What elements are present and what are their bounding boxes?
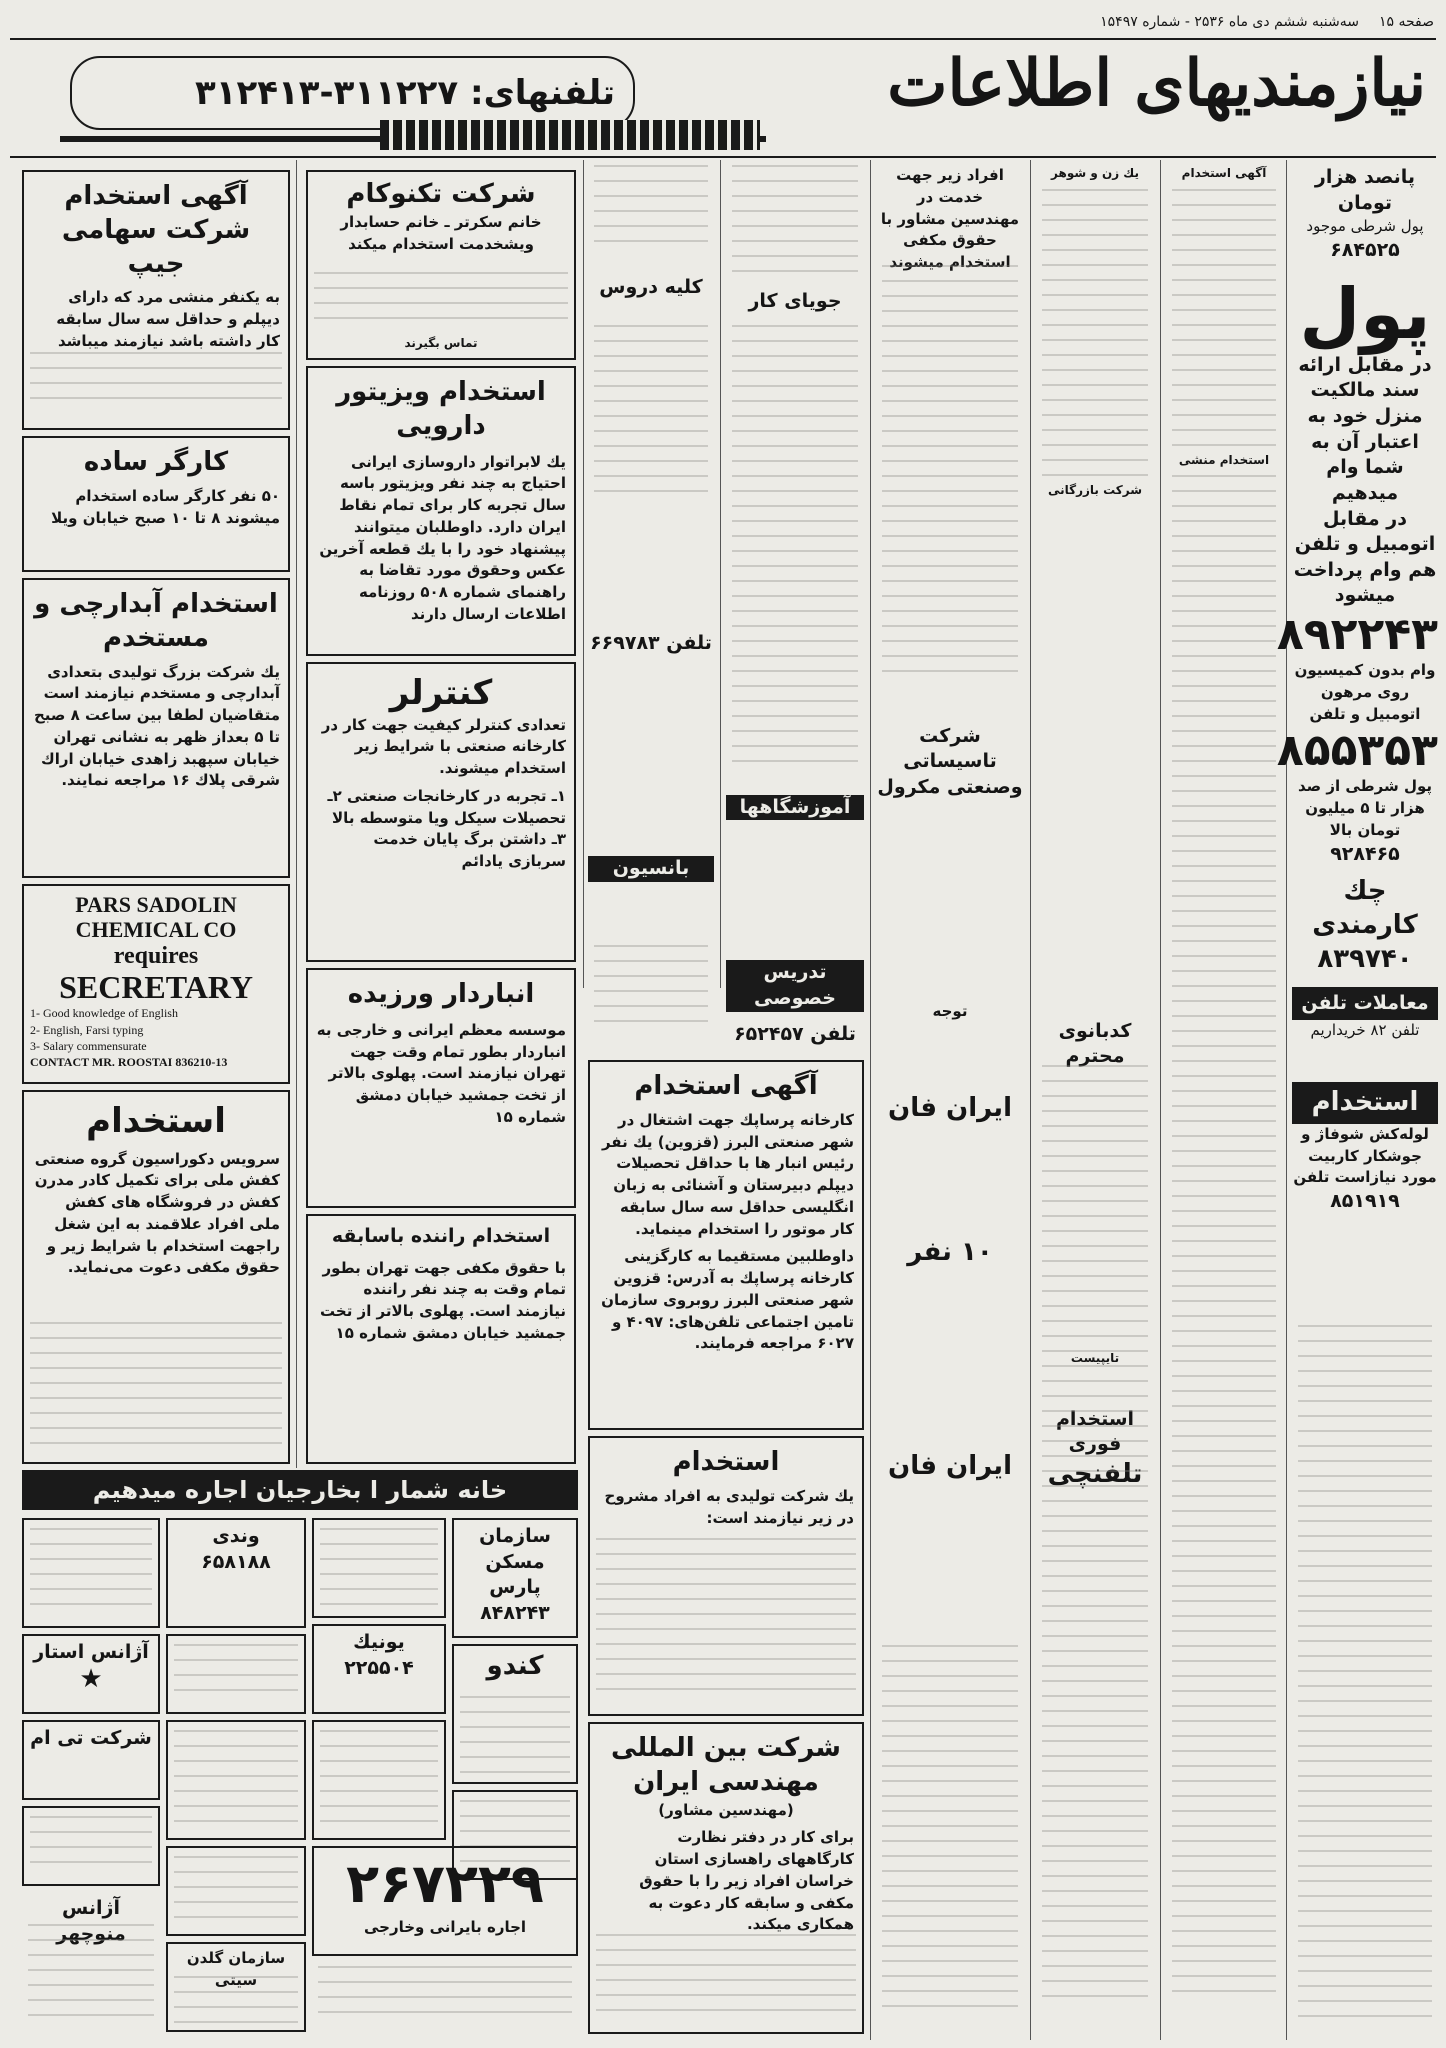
ad-title: شرکت بازرگانی xyxy=(1047,482,1143,497)
ad-body: با حقوق مکفی جهت تهران بطور تمام وقت به چند نفر راننده نیازمند است. پهلوی بالاتر از تخت جمشید خیابان دمشق شماره ۱۵ xyxy=(320,1258,566,1342)
ad-title: پانصد هزار تومان xyxy=(1314,166,1416,214)
ad-title: انباردار ورزیده xyxy=(347,979,535,1009)
money-heading: پول xyxy=(1299,272,1431,355)
ad-title: توجه xyxy=(932,1001,968,1020)
ad-shoe-company xyxy=(22,1090,290,1464)
ad-maskan-pars xyxy=(452,1518,578,1638)
ad-body: برای کار در دفتر نظارت کارگاههای راهسازی استان خراسان افراد زیر را با حقوق مکفی و سابقه کار دعوت به همکاری میکند. xyxy=(639,1828,854,1934)
ad-star xyxy=(22,1634,160,1714)
ad-requires: requires xyxy=(113,942,199,969)
column-1 xyxy=(1276,165,1438,2035)
ad-list: ۱ـ تجربه در کارخانجات صنعتی ۲ـ تحصیلات سیکل ویا متوسطه بالا ۳ـ داشتن برگ پایان خدمت سربازی یادائم xyxy=(327,786,566,870)
ad-company-line2: CHEMICAL CO xyxy=(75,917,237,943)
ad-small-6 xyxy=(166,1846,306,1936)
ad-title: آگهی استخدام xyxy=(1181,166,1267,180)
ad-technocom xyxy=(306,170,576,360)
ad-title: شرکت تاسیساتی وصنعتی مکرول xyxy=(877,724,1023,799)
ad-title: شرکت تکنوکام xyxy=(346,179,536,209)
ad-title: شرکت بین المللی مهندسی ایران xyxy=(611,1733,841,1797)
ad-title: آگهی استخدام xyxy=(634,1071,818,1101)
ad-phone: ۲۶۷۲۲۹ xyxy=(346,1852,544,1915)
ad-intl-eng xyxy=(588,1722,864,2034)
ad-small-7 xyxy=(312,1962,578,2032)
ad-abdarchi xyxy=(22,578,290,878)
ad-phone: تلفن ۶۵۲۴۵۷ xyxy=(734,1022,856,1045)
ad-company: شرکت سهامی جیپ xyxy=(61,214,251,279)
header-bar xyxy=(12,14,1434,36)
ad-title: استخدام میشوند xyxy=(889,253,1011,271)
ad-footer: تماس بگیرند xyxy=(404,336,478,351)
emblem-icon xyxy=(380,120,760,150)
ad-title: استخدام فوری xyxy=(1055,1407,1135,1456)
ad-title: استخدام منشی xyxy=(1178,452,1270,467)
ad-visitor xyxy=(306,366,576,656)
phones-label: تلفنهای: xyxy=(470,73,615,113)
ad-agency-1 xyxy=(22,1518,160,1628)
ad-title: استخدام راننده باسابقه xyxy=(331,1225,551,1247)
ad-title: جویای کار xyxy=(748,290,842,312)
ad-title: یك زن و شوهر xyxy=(1051,166,1139,180)
ad-body: در مقابل اتومبیل و تلفن هم وام پرداخت میشود xyxy=(1293,507,1437,607)
ad-phone: ۹۲۸۴۶۵ xyxy=(1330,842,1400,865)
ad-small-1 xyxy=(312,1518,446,1618)
ad-phone: ۶۸۴۵۲۵ xyxy=(1330,239,1400,262)
ad-body: داوطلبین مستقیما به کارگزینی کارخانه پرساپك به آدرس: قزوین شهر صنعتی البرز روبروی سازمان تامین اجتماعی تلفن‌های: ۴۰۹۷ و ۶۰۲۷ مراجعه فرمایند. xyxy=(601,1247,854,1353)
ad-driver xyxy=(306,1214,576,1464)
ad-body: تعدادی کنترلر کیفیت جهت کار در کارخانه صنعتی با شرایط زیر استخدام میشوند. xyxy=(321,715,566,777)
ad-body: یك لابراتوار داروسازی ایرانی احتیاج به چند نفر ویزیتور باسه سال تجربه کار برای تمام نقاط ایران دارد. داوطلبان میتوانند پیشنهاد خود را با یك قطعه آخرین عکس وحقوق مورد تقاضا به راهنمای شماره ۵۰۸ روزنامه اطلاعات ارسال دارند xyxy=(319,452,566,623)
ad-title: کارگر ساده xyxy=(83,447,229,477)
rentals-banner: خانه شمار ا بخارجیان اجاره میدهیم xyxy=(22,1470,578,1510)
ad-title: آگهی استخدام xyxy=(64,181,248,211)
ad-persapak xyxy=(588,1060,864,1430)
ad-body: به یکنفر منشی مرد که دارای دیپلم و حداقل سه سال سابقه کار داشته باشد نیازمند میباشد xyxy=(56,288,280,350)
ad-phone: ۶۵۸۱۸۸ xyxy=(201,1550,271,1573)
section-banner: استخدام xyxy=(1292,1082,1438,1124)
ad-title: ایران فان xyxy=(888,1451,1012,1482)
ad-vandi xyxy=(166,1518,306,1628)
ad-title: آژانس منوچهر xyxy=(56,1897,126,1945)
section-banner: آموزشگاهها xyxy=(726,795,864,821)
ad-phone: تلفن ۶۶۹۷۸۳ xyxy=(590,631,712,654)
star-icon: ★ xyxy=(79,1663,103,1694)
ad-phone: ۸۹۲۲۴۳ xyxy=(1276,609,1438,661)
ad-title: تایپیست xyxy=(1070,1350,1120,1365)
column-2 xyxy=(1166,165,1282,2035)
ad-manouchehr xyxy=(22,1892,160,2032)
ad-phone: ۸۳۹۷۴۰ xyxy=(1317,943,1413,974)
ad-body: یك شرکت بزرگ تولیدی بتعدادی آبدارچی و مستخدم نیازمند است متقاضیان لطفا بین ساعت ۸ صبح تا ۵ بعداز ظهر به نشانی تهران خیابان سپهبد زاهدی خیابان اراك شرقی پلاك ۱۶ مراجعه نمایند. xyxy=(33,662,280,790)
ad-small-5 xyxy=(22,1806,160,1886)
ad-title: کلیه دروس xyxy=(599,276,703,298)
column-4 xyxy=(876,165,1024,2035)
ad-body: لوله‌کش شوفاژ و جوشکار کاربیت مورد نیازاست تلفن xyxy=(1293,1124,1437,1187)
section-banner: معاملات تلفن xyxy=(1292,987,1438,1021)
column-5 xyxy=(726,165,864,1045)
ad-body: وام بدون کمیسیون روی مرهون اتومبیل و تلفن xyxy=(1294,661,1436,723)
ad-title: آژانس استار xyxy=(33,1641,149,1663)
ad-golden-city xyxy=(166,1942,306,2032)
ad-title: وندی xyxy=(212,1525,260,1547)
ad-phone: ۸۵۱۹۱۹ xyxy=(1330,1190,1400,1213)
ad-kandoo xyxy=(452,1644,578,1784)
ad-body: تلفن ۸۲ خریداریم xyxy=(1310,1021,1420,1040)
ad-unique xyxy=(312,1624,446,1714)
ad-body: پول شرطی موجود xyxy=(1306,217,1424,236)
ad-title: ایران فان xyxy=(888,1093,1012,1124)
ad-zafar xyxy=(166,1634,306,1714)
ad-controller xyxy=(306,662,576,962)
phones-number: ۳۱۱۲۲۷-۳۱۲۴۱۳ xyxy=(195,73,459,113)
masthead: نیازمندیهای اطلاعات xyxy=(887,46,1426,121)
ad-title: سازمان گلدن سیتی xyxy=(186,1949,286,1989)
ad-body: پول شرطی از صد هزار تا ۵ میلیون تومان بالا xyxy=(1297,777,1433,839)
column-5b xyxy=(588,165,714,1045)
ad-body: موسسه معظم ایرانی و خارجی به انباردار بطور تمام وقت جهت تهران نیازمند است. پهلوی بالاتر از تخت جمشید خیابان دمشق شماره ۱۵ xyxy=(316,1020,566,1126)
ad-contact: CONTACT MR. ROOSTAI 836210-13 xyxy=(30,1054,228,1069)
ad-title: استخدام ویزیتور دارویی xyxy=(336,377,546,441)
page-label: صفحه ۱۵ xyxy=(1378,14,1434,30)
ad-subtitle: (مهندسین مشاور) xyxy=(658,1800,794,1819)
ad-title: کندو xyxy=(486,1651,544,1681)
ad-req-2: 2- English, Farsi typing xyxy=(30,1022,144,1037)
ad-title: استخدام xyxy=(672,1447,780,1477)
ad-jeep xyxy=(22,170,290,430)
ad-title: استخدام آبدارچی و مستخدم xyxy=(34,589,278,653)
ad-simple-worker xyxy=(22,436,290,572)
phones-box xyxy=(70,56,635,130)
ad-warehouse xyxy=(306,968,576,1208)
ad-body: خانم سکرتر ـ خانم حسابدار ویشخدمت استخدام میکند xyxy=(340,212,542,253)
ad-body: در مقابل ارائه سند مالکیت منزل خود به اعتبار آن به شما وام میدهیم xyxy=(1298,353,1432,504)
ad-phone: ۲۲۵۵۰۴ xyxy=(344,1656,414,1679)
ad-small-2 xyxy=(166,1720,306,1840)
ad-company: PARS SADOLIN xyxy=(75,892,237,917)
ad-body: کارخانه پرساپك جهت اشتغال در شهر صنعتی البرز (قزوین) یك نفر رئیس انبار ها با حداقل تحصیلات دیپلم دبیرستان و آشنائی به زبان انگلیسی حداقل سه سال سابقه کار موتور را استخدام مینماید. xyxy=(601,1110,854,1238)
ad-title: SECRETARY xyxy=(59,969,253,1006)
ad-title: یونیك xyxy=(353,1631,405,1653)
ad-title: چك كارمندی xyxy=(1312,876,1418,941)
ad-title: ۱۰ نفر xyxy=(907,1237,993,1268)
ad-phone: ۸۵۵۳۵۳ xyxy=(1276,725,1438,777)
ad-big-phone xyxy=(312,1846,578,1956)
ad-body: ۵۰ نفر کارگر ساده استخدام میشوند ۸ تا ۱۰ صبح خیابان ویلا xyxy=(51,486,280,527)
ad-pars-sadolin xyxy=(22,884,290,1084)
ad-body: سرویس دکوراسیون گروه صنعتی کفش ملی برای تکمیل کادر مدرن کفش در فروشگاه های کفش ملی افراد علاقمند به این شغل راجهت استخدام با شرایط زیر و حقوق مکفی دعوت می‌نماید. xyxy=(34,1149,280,1277)
ad-title: کدبانوی محترم xyxy=(1058,1019,1132,1068)
ad-title: مهندسین مشاور با حقوق مکفی xyxy=(880,209,1020,250)
issue-date: سه‌شنبه ششم دی ماه ۲۵۳۶ - شماره ۱۵۴۹۷ xyxy=(1100,14,1359,30)
ad-phone: ۸۴۸۲۴۳ xyxy=(480,1601,550,1624)
ad-req-1: 1- Good knowledge of English xyxy=(30,1006,178,1021)
ad-caption: اجاره بایرانی وخارجی xyxy=(363,1917,527,1936)
section-banner: تدریس خصوصی xyxy=(726,960,864,1011)
ad-title: استخدام xyxy=(86,1101,226,1141)
ad-tm xyxy=(22,1720,160,1800)
column-3 xyxy=(1036,165,1154,2035)
ad-title: سازمان مسکن پارس xyxy=(479,1525,551,1599)
section-banner: بانسیون xyxy=(588,856,714,882)
ad-small-3 xyxy=(312,1720,446,1840)
ad-title: افراد زیر جهت خدمت در xyxy=(896,166,1004,206)
ad-title: شرکت تی ام xyxy=(30,1727,152,1749)
ad-body: یك شرکت تولیدی به افراد مشروح در زیر نیازمند است: xyxy=(604,1486,854,1527)
ad-title: کنترلر xyxy=(389,673,493,713)
ad-title: تلفنچی xyxy=(1047,1458,1143,1489)
ad-production xyxy=(588,1436,864,1716)
ad-req-3: 3- Salary commensurate xyxy=(30,1038,147,1053)
